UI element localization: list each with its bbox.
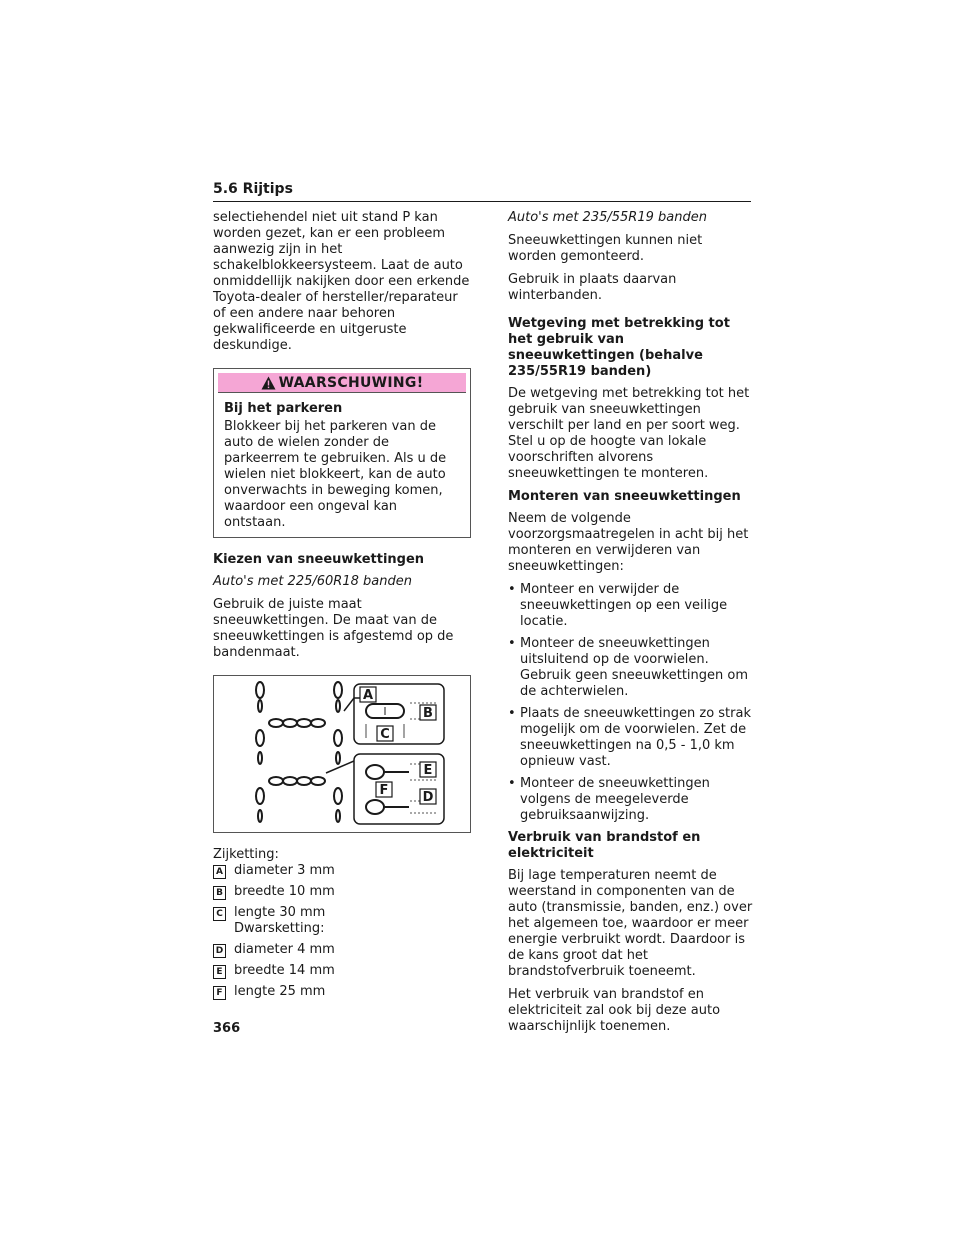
legend-key: F bbox=[213, 986, 226, 1000]
legend-title: Zijketting: bbox=[213, 847, 279, 862]
law-paragraph: De wetgeving met betrekking tot het gebruik van sneeuwkettingen verschilt per land en per soort weg. Stel u op de hoogte van lokale voorschriften alvorens sneeuwkettingen te monteren. bbox=[508, 386, 750, 481]
snow-chain-diagram bbox=[214, 676, 470, 832]
legend-item bbox=[213, 963, 471, 979]
list-item: • Plaats de sneeuwkettingen zo strak mogelijk om de voorwielen. Zet de sneeuwkettingen na 0,5 - 1,0 km opnieuw vast. bbox=[508, 706, 753, 770]
intro-paragraph: selectiehendel niet uit stand P kan worden gezet, kan er een probleem aanwezig zijn in het schakelblokkeersysteem. Laat de auto onmiddellijk nakijken door een erkende Toyota-dealer of hersteller/reparateur of een andere naar behoren gekwalificeerde en uitgeruste deskundige. bbox=[213, 210, 470, 353]
winter-tires-paragraph: Gebruik in plaats daarvan winterbanden. bbox=[508, 272, 677, 303]
warning-box bbox=[213, 368, 471, 538]
figure-label-a: A bbox=[362, 688, 374, 703]
legend-key: E bbox=[213, 965, 226, 979]
warning-title: WAARSCHUWING! bbox=[278, 374, 424, 391]
chains-subheading: Auto's met 225/60R18 banden bbox=[213, 574, 412, 589]
legend-text: lengte 25 mm bbox=[234, 984, 326, 999]
warning-text: Blokkeer bij het parkeren van de auto de wielen zonder de parkeerrem te gebruiken. Als u de wielen niet blokkeert, kan de auto onverwachts in beweging komen, waardoor een ongeval kan ontstaan. bbox=[224, 419, 447, 530]
tire-subheading: Auto's met 235/55R19 banden bbox=[508, 210, 707, 225]
mount-heading: Monteren van sneeuwkettingen bbox=[508, 489, 741, 504]
figure-label-d: D bbox=[422, 790, 434, 805]
list-item: • Monteer de sneeuwkettingen volgens de meegeleverde gebruiksaanwijzing. bbox=[508, 776, 753, 824]
warning-triangle-icon bbox=[261, 376, 276, 390]
figure-label-e: E bbox=[423, 763, 433, 778]
figure-label-b: B bbox=[423, 706, 433, 721]
warning-subtitle: Bij het parkeren bbox=[224, 401, 343, 416]
chains-heading: Kiezen van sneeuwkettingen bbox=[213, 552, 425, 567]
list-item: • Monteer de sneeuwkettingen uitsluitend op de voorwielen. Gebruik geen sneeuwkettingen om de achterwielen. bbox=[508, 636, 753, 700]
list-item: • Monteer en verwijder de sneeuwkettingen op een veilige locatie. bbox=[508, 582, 753, 630]
right-column bbox=[508, 210, 753, 1042]
legend-text: lengte 30 mm bbox=[234, 905, 326, 920]
legend-subtitle: Dwarsketting: bbox=[234, 921, 325, 936]
legend-item bbox=[213, 905, 471, 937]
fuel-paragraph-1: Bij lage temperaturen neemt de weerstand in componenten van de auto (transmissie, banden, enz.) over het algemeen toe, waardoor er meer energie verbruikt wordt. Daardoor is de kans groot dat het brandstofverbruik toeneemt. bbox=[508, 868, 753, 979]
chains-paragraph: Gebruik de juiste maat sneeuwkettingen. De maat van de sneeuwkettingen is afgestemd op de bandenmaat. bbox=[213, 597, 454, 660]
snow-chain-figure bbox=[213, 675, 471, 833]
legend bbox=[213, 847, 471, 1000]
warning-body bbox=[214, 401, 470, 531]
section-header bbox=[213, 181, 751, 202]
legend-text: diameter 3 mm bbox=[234, 863, 335, 878]
legend-item bbox=[213, 884, 471, 900]
legend-item bbox=[213, 942, 471, 958]
fuel-heading: Verbruik van brandstof en elektriciteit bbox=[508, 830, 701, 861]
mount-bullet-list bbox=[508, 582, 753, 824]
legend-item bbox=[213, 984, 471, 1000]
legend-text: diameter 4 mm bbox=[234, 942, 335, 957]
legend-key: D bbox=[213, 944, 226, 958]
no-chains-paragraph: Sneeuwkettingen kunnen niet worden gemonteerd. bbox=[508, 233, 703, 264]
legend-text: breedte 14 mm bbox=[234, 963, 335, 978]
figure-label-f: F bbox=[379, 783, 389, 798]
mount-paragraph: Neem de volgende voorzorgsmaatregelen in acht bij het monteren en verwijderen van sneeuwkettingen: bbox=[508, 511, 749, 574]
page-number: 366 bbox=[213, 1021, 241, 1036]
left-column bbox=[213, 210, 471, 1005]
section-title: 5.6 Rijtips bbox=[213, 181, 293, 197]
law-heading: Wetgeving met betrekking tot het gebruik van sneeuwkettingen (behalve 235/55R19 banden) bbox=[508, 316, 730, 379]
legend-key: B bbox=[213, 886, 226, 900]
legend-key: A bbox=[213, 865, 226, 879]
fuel-paragraph-2: Het verbruik van brandstof en elektriciteit zal ook bij deze auto waarschijnlijk toenemen. bbox=[508, 987, 721, 1034]
warning-header bbox=[218, 373, 466, 393]
figure-label-c: C bbox=[380, 727, 390, 742]
legend-item bbox=[213, 863, 471, 879]
legend-text: breedte 10 mm bbox=[234, 884, 335, 899]
legend-key: C bbox=[213, 907, 226, 921]
